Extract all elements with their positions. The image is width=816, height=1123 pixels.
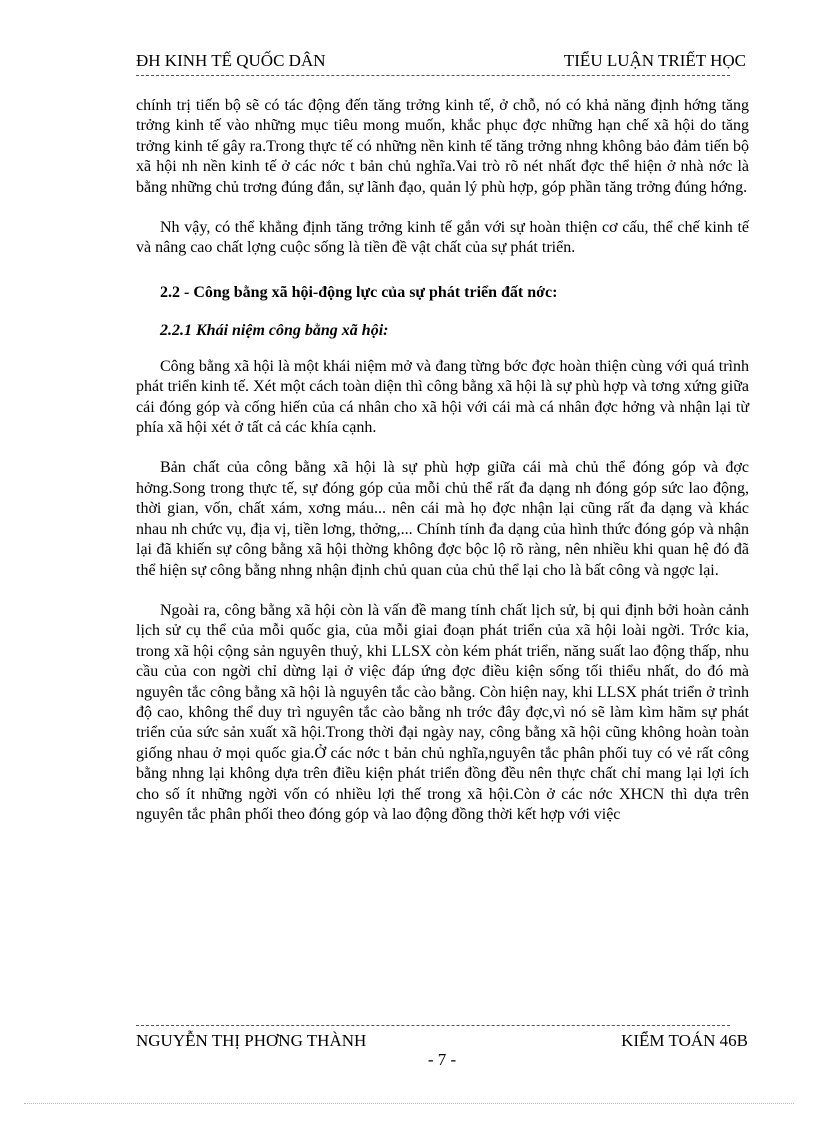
paragraph-3: Công bằng xã hội là một khái niệm mở và đang từng bớc đợc hoàn thiện cùng với quá trình phát triển kinh tế. Xét một cách toàn diện thì công bằng xã hội là sự phù hợp và tơng xứng giữa cái đóng góp và cống hiến của cá nhân cho xã hội với cái mà cá nhân đợc hởng và nhận lại từ phía xã hội xét ở tất cả các khía cạnh.	[136, 357, 749, 437]
section-heading-2-2: 2.2 - Công bằng xã hội-động lực của sự phát triển đất nớc:	[160, 283, 558, 301]
footer-divider	[136, 1025, 730, 1026]
page-body	[136, 96, 749, 825]
header-divider	[136, 75, 730, 76]
paragraph-5: Ngoài ra, công bằng xã hội còn là vấn đề mang tính chất lịch sử, bị qui định bởi hoàn cảnh lịch sử cụ thể của mỗi quốc gia, của mỗi giai đoạn phát triển của xã hội loài ngời. Trớc kia, trong xã hội cộng sản nguyên thuỷ, khi LLSX còn kém phát triển, năng suất lao động thấp, nhu cầu của con ngời chỉ dừng lại ở việc đáp ứng đợc điều kiện sống tối thiểu nhất, do đó mà nguyên tắc công bằng xã hội là nguyên tắc cào bằng. Còn hiện nay, khi LLSX phát triển ở trình độ cao, không thể duy trì nguyên tắc cào bằng nh trớc đây đợc,vì nó sẽ làm kìm hãm sự phát triển của sức sản xuất xã hội.Trong thời đại ngày nay, công bằng xã hội cũng không hoàn toàn giống nhau ở mọi quốc gia.Ở các nớc t bản chủ nghĩa,nguyên tắc phân phối tuy có vẻ rất công bằng nhng lại không dựa trên điều kiện phát triển đồng đều nên thực chất chỉ mang lại lợi ích cho số ít những ngời vốn có nhiều lợi thế trong xã hội.Còn ở các nớc XHCN thì dựa trên nguyên tắc phân phối theo đóng góp và lao động đồng thời kết hợp với việc	[136, 601, 749, 823]
paragraph-1: chính trị tiến bộ sẽ có tác động đến tăng trởng kinh tế, ở chỗ, nó có khả năng định hớng tăng trởng kinh tế vào những mục tiêu mong muốn, khắc phục đợc những hạn chế xã hội do tăng trởng kinh tế gây ra.Trong thực tế có những nền kinh tế tăng trởng nhng không bảo đảm tiến bộ xã hội nh nền kinh tế ở các nớc t bản chủ nghĩa.Vai trò rõ nét nhất đợc thể hiện ở nhà nớc là bằng những chủ trơng đúng đắn, sự lãnh đạo, quản lý phù hợp, góp phần tăng trởng đúng hớng.	[136, 97, 749, 196]
paragraph-2: Nh vậy, có thể khẳng định tăng trởng kinh tế gắn với sự hoàn thiện cơ cấu, thể chế kinh tế và nâng cao chất lợng cuộc sống là tiền đề vật chất của sự phát triển.	[136, 219, 749, 257]
paragraph-4: Bản chất của công bằng xã hội là sự phù hợp giữa cái mà chủ thể đóng góp và đợc hởng.Song trong thực tế, sự đóng góp của mỗi chủ thể rất đa dạng nh đóng góp sức lao động, thời gian, vốn, chất xám, xơng máu... nên cái mà họ đợc nhận lại cũng rất đa dạng và khác nhau nh chức vụ, địa vị, tiền lơng, thởng,... Chính tính đa dạng của hình thức đóng góp và nhận lại đã khiến sự công bằng xã hội thờng không đợc bộc lộ rõ ràng, nên nhiều khi quan hệ đó đã thể hiện sự công bằng nhng nhận định chủ quan của chủ thể lại cho là bất công và ngợc lại.	[136, 459, 749, 579]
subsection-heading-2-2-1: 2.2.1 Khái niệm công bằng xã hội:	[160, 321, 389, 339]
page-number: - 7 -	[427, 1050, 457, 1069]
footer-class: KIỂM TOÁN 46B	[621, 1031, 748, 1050]
header-document-type: TIỂU LUẬN TRIẾT HỌC	[563, 51, 746, 70]
header-university: ĐH KINH TẾ QUỐC DÂN	[136, 51, 326, 70]
footer-author: NGUYỄN THỊ PHƠNG THÀNH	[136, 1031, 367, 1050]
page-bottom-border	[24, 1103, 794, 1104]
